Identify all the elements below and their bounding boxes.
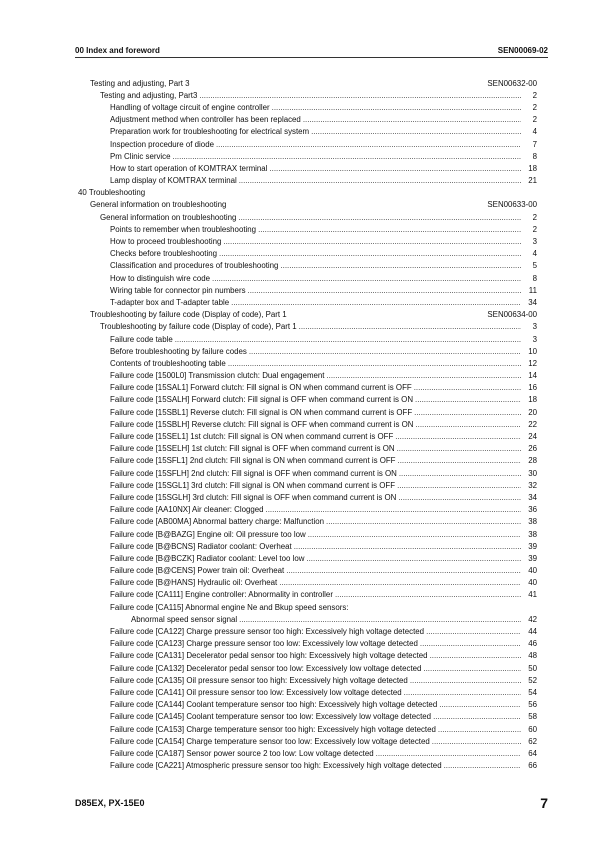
toc-entry (75, 394, 537, 406)
toc-entry (75, 296, 537, 308)
toc-entry-page: 4 (532, 127, 537, 137)
toc-entry-page: 10 (528, 346, 537, 356)
toc-entry-title: Checks before troubleshooting (110, 249, 218, 259)
toc-entry-page: 36 (528, 505, 537, 515)
dot-leader (423, 664, 521, 673)
toc-section-heading (75, 199, 537, 211)
dot-leader (326, 517, 521, 526)
toc-entry-title: T-adapter box and T-adapter table (110, 297, 230, 307)
toc-entry-page: 52 (528, 675, 537, 685)
dot-leader (415, 420, 521, 429)
toc-entry-title: Inspection procedure of diode (110, 139, 214, 149)
dot-leader (415, 395, 521, 404)
toc-entry-page: 34 (528, 492, 537, 502)
toc-entry (75, 333, 537, 345)
toc-entry-title: Failure code [15SEL1] 1st clutch: Fill signal is ON when command current is OFF (110, 432, 394, 442)
toc-entry-title: Contents of troubleshooting table (110, 358, 226, 368)
toc-entry (75, 138, 537, 150)
toc-entry-title: Wiring table for connector pin numbers (110, 285, 246, 295)
dot-leader (294, 542, 521, 551)
toc-entry (75, 565, 537, 577)
toc-entry-title: Failure code [CA135] Oil pressure sensor too high: Excessively high voltage detected (110, 675, 408, 685)
toc-entry-title: Failure code table (110, 334, 173, 344)
toc-entry-page: 7 (532, 139, 537, 149)
dot-leader (398, 456, 522, 465)
toc-entry (75, 650, 537, 662)
toc-entry-title: Failure code [B@CENS] Power train oil: Overheat (110, 566, 285, 576)
toc-entry-page: 21 (528, 176, 537, 186)
toc-entry (75, 760, 537, 772)
toc-entry-title: Failure code [AA10NX] Air cleaner: Clogged (110, 505, 264, 515)
toc-entry (75, 321, 537, 333)
toc-entry (75, 613, 537, 625)
toc-entry-page: 3 (532, 334, 537, 344)
dot-leader (231, 298, 521, 307)
toc-entry-title: Failure code [1500L0] Transmission clutch: Dual engagement (110, 371, 325, 381)
toc-entry-page: 60 (528, 724, 537, 734)
toc-entry-page: 48 (528, 651, 537, 661)
toc-entry (75, 625, 537, 637)
toc-entry-page: 18 (528, 395, 537, 405)
toc-entry-page: 2 (532, 90, 537, 100)
dot-leader (430, 651, 521, 660)
toc-entry-title: Failure code [CA187] Sensor power source 2 too low: Low voltage detected (110, 748, 374, 758)
toc-entry-page: 50 (528, 663, 537, 673)
toc-entry-title: Handling of voltage circuit of engine controller (110, 102, 270, 112)
toc-entry (75, 723, 537, 735)
toc-entry (75, 601, 537, 613)
toc-entry (75, 418, 537, 430)
toc-entry-title: Failure code [CA115] Abnormal engine Ne and Bkup speed sensors: (110, 602, 349, 612)
toc-entry (75, 699, 537, 711)
toc-entry-title: Troubleshooting by failure code (Display of code), Part 1 (90, 310, 287, 320)
toc-entry (75, 89, 537, 101)
toc-entry-page: 62 (528, 736, 537, 746)
toc-entry-title: Failure code [CA131] Decelerator pedal sensor too high: Excessively high voltage detected (110, 651, 428, 661)
dot-leader (444, 761, 521, 770)
toc-entry (75, 284, 537, 296)
dot-leader (199, 91, 521, 100)
dot-leader (239, 615, 521, 624)
toc-entry (75, 430, 537, 442)
toc-chapter-heading (75, 187, 537, 199)
footer-page-number: 7 (540, 795, 548, 811)
toc-entry-page: 44 (528, 627, 537, 637)
toc-entry-page: 40 (528, 578, 537, 588)
toc-entry (75, 272, 537, 284)
dot-leader (269, 164, 521, 173)
toc-entry-title: How to distinguish wire code (110, 273, 210, 283)
toc-entry (75, 747, 537, 759)
toc-entry-title: Failure code [CA123] Charge pressure sensor too low: Excessively low voltage detected (110, 639, 418, 649)
toc-entry-page: 64 (528, 748, 537, 758)
toc-entry (75, 357, 537, 369)
toc-entry-title: Failure code [AB00MA] Abnormal battery charge: Malfunction (110, 517, 325, 527)
toc-entry (75, 711, 537, 723)
toc-entry (75, 211, 537, 223)
dot-leader (397, 481, 521, 490)
toc-entry-title: Failure code [15SBLH] Reverse clutch: Fill signal is OFF when command current is ON (110, 419, 414, 429)
toc-entry-title: Preparation work for troubleshooting for electrical system (110, 127, 310, 137)
dot-leader (279, 578, 521, 587)
toc-entry (75, 467, 537, 479)
toc-entry (75, 382, 537, 394)
toc-entry (75, 516, 537, 528)
toc-entry-title: Before troubleshooting by failure codes (110, 346, 247, 356)
toc-entry-title: Failure code [CA141] Oil pressure sensor too low: Excessively low voltage detected (110, 687, 402, 697)
page-footer (75, 793, 548, 813)
dot-leader (439, 700, 521, 709)
toc-entry (75, 101, 537, 113)
toc-entry-title: Failure code [15SGL1] 3rd clutch: Fill signal is ON when command current is OFF (110, 480, 396, 490)
toc-entry (75, 504, 537, 516)
toc-entry-title: Failure code [CA132] Decelerator pedal sensor too low: Excessively low voltage detected (110, 663, 422, 673)
toc-entry (75, 540, 537, 552)
toc-entry-page: 8 (532, 273, 537, 283)
dot-leader (326, 371, 521, 380)
dot-leader (398, 493, 521, 502)
toc-entry-page: 4 (532, 249, 537, 259)
toc-section-code: SEN00634-00 (487, 310, 537, 320)
toc-entry (75, 735, 537, 747)
toc-entry-title: Abnormal speed sensor signal (131, 614, 238, 624)
toc-entry-page: 28 (528, 456, 537, 466)
dot-leader (311, 127, 521, 136)
toc-entry-page: 30 (528, 468, 537, 478)
toc-entry-page: 66 (528, 761, 537, 771)
toc-entry (75, 150, 537, 162)
toc-entry-page: 20 (528, 407, 537, 417)
toc-entry-page: 34 (528, 297, 537, 307)
dot-leader (420, 639, 521, 648)
dot-leader (173, 152, 521, 161)
header-document-code: SEN00069-02 (497, 46, 548, 55)
toc-entry-title: Failure code [CA154] Charge temperature sensor too low: Excessively low voltage detected (110, 736, 430, 746)
toc-entry-title: How to proceed troubleshooting (110, 237, 222, 247)
toc-entry (75, 248, 537, 260)
toc-entry (75, 443, 537, 455)
toc-entry-title: Failure code [15SALH] Forward clutch: Fill signal is OFF when command current is ON (110, 395, 414, 405)
toc-entry-page: 41 (528, 590, 537, 600)
toc-entry (75, 577, 537, 589)
toc-entry-title: Troubleshooting by failure code (Display of code), Part 1 (100, 322, 297, 332)
toc-entry-title: Testing and adjusting, Part 3 (90, 78, 190, 88)
toc-entry-page: 11 (528, 285, 537, 295)
toc-entry-title: Failure code [B@BCZK] Radiator coolant: Level too low (110, 553, 305, 563)
toc-entry-title: 40 Troubleshooting (78, 188, 146, 198)
dot-leader (414, 383, 521, 392)
toc-entry-page: 54 (528, 687, 537, 697)
toc-entry (75, 370, 537, 382)
toc-entry (75, 686, 537, 698)
toc-entry (75, 126, 537, 138)
dot-leader (286, 566, 521, 575)
toc-entry-title: Classification and procedures of troubleshooting (110, 261, 279, 271)
dot-leader (249, 347, 521, 356)
toc-entry-page: 8 (532, 151, 537, 161)
dot-leader (266, 505, 521, 514)
toc-entry-title: Failure code [CA111] Engine controller: Abnormality in controller (110, 590, 333, 600)
dot-leader (376, 749, 521, 758)
toc-entry (75, 114, 537, 126)
table-of-contents (75, 77, 537, 772)
toc-entry-title: How to start operation of KOMTRAX terminal (110, 163, 268, 173)
toc-entry-page: 26 (528, 444, 537, 454)
toc-entry-title: Failure code [15SAL1] Forward clutch: Fill signal is ON when command current is OFF (110, 383, 412, 393)
toc-entry (75, 662, 537, 674)
toc-entry-page: 38 (528, 529, 537, 539)
dot-leader (223, 237, 521, 246)
dot-leader (404, 688, 521, 697)
toc-entry (75, 162, 537, 174)
dot-leader (299, 322, 521, 331)
footer-model-name: D85EX, PX-15E0 (75, 798, 145, 808)
toc-entry-page: 39 (528, 541, 537, 551)
toc-entry (75, 528, 537, 540)
toc-entry-title: Failure code [CA144] Coolant temperature sensor too high: Excessively high voltage detected (110, 700, 438, 710)
toc-entry (75, 589, 537, 601)
dot-leader (397, 444, 521, 453)
dot-leader (306, 554, 521, 563)
toc-entry-page: 2 (532, 212, 537, 222)
dot-leader (238, 213, 521, 222)
dot-leader (219, 249, 521, 258)
toc-entry-title: Adjustment method when controller has been replaced (110, 115, 301, 125)
toc-entry (75, 638, 537, 650)
toc-section-heading (75, 77, 537, 89)
dot-leader (175, 335, 521, 344)
dot-leader (399, 469, 521, 478)
toc-entry-page: 56 (528, 700, 537, 710)
dot-leader (432, 737, 521, 746)
toc-entry-page: 40 (528, 566, 537, 576)
toc-entry-page: 39 (528, 553, 537, 563)
toc-entry-title: Failure code [B@BCNS] Radiator coolant: Overheat (110, 541, 292, 551)
toc-entry (75, 491, 537, 503)
dot-leader (303, 115, 521, 124)
toc-entry (75, 674, 537, 686)
toc-entry (75, 235, 537, 247)
toc-entry (75, 223, 537, 235)
toc-entry-page: 14 (528, 371, 537, 381)
dot-leader (335, 590, 521, 599)
toc-entry-title: Points to remember when troubleshooting (110, 224, 257, 234)
toc-entry-title: Testing and adjusting, Part3 (100, 90, 198, 100)
toc-entry-title: Lamp display of KOMTRAX terminal (110, 176, 237, 186)
toc-entry-page: 5 (532, 261, 537, 271)
dot-leader (410, 676, 521, 685)
dot-leader (433, 712, 521, 721)
toc-entry-page: 2 (532, 102, 537, 112)
toc-section-code: SEN00633-00 (487, 200, 537, 210)
toc-entry (75, 479, 537, 491)
toc-entry-title: Failure code [15SFLH] 2nd clutch: Fill signal is OFF when command current is ON (110, 468, 397, 478)
toc-entry-title: Failure code [CA153] Charge temperature sensor too high: Excessively high voltage detected (110, 724, 436, 734)
toc-entry-title: Failure code [CA122] Charge pressure sensor too high: Excessively high voltage detected (110, 627, 425, 637)
toc-entry (75, 345, 537, 357)
toc-entry-page: 12 (528, 358, 537, 368)
toc-entry-page: 24 (528, 432, 537, 442)
toc-entry-title: Failure code [B@BAZG] Engine oil: Oil pressure too low (110, 529, 306, 539)
dot-leader (216, 140, 521, 149)
toc-entry-title: Pm Clinic service (110, 151, 171, 161)
dot-leader (308, 530, 521, 539)
toc-entry (75, 260, 537, 272)
toc-entry-page: 58 (528, 712, 537, 722)
toc-entry-title: Failure code [15SGLH] 3rd clutch: Fill signal is OFF when command current is ON (110, 492, 397, 502)
dot-leader (426, 627, 521, 636)
toc-entry-title: Failure code [15SELH] 1st clutch: Fill signal is OFF when command current is ON (110, 444, 395, 454)
dot-leader (395, 432, 521, 441)
toc-section-code: SEN00632-00 (487, 78, 537, 88)
toc-section-heading (75, 309, 537, 321)
toc-entry-title: Failure code [15SFL1] 2nd clutch: Fill signal is ON when command current is OFF (110, 456, 396, 466)
toc-entry-page: 2 (532, 224, 537, 234)
toc-entry (75, 406, 537, 418)
dot-leader (414, 408, 521, 417)
page-header (75, 39, 548, 58)
toc-entry-page: 46 (528, 639, 537, 649)
dot-leader (258, 225, 521, 234)
toc-entry-page: 2 (532, 115, 537, 125)
toc-entry-title: Failure code [B@HANS] Hydraulic oil: Overheat (110, 578, 278, 588)
toc-entry (75, 175, 537, 187)
toc-entry-title: General information on troubleshooting (90, 200, 227, 210)
toc-entry-title: Failure code [15SBL1] Reverse clutch: Fill signal is ON when command current is OFF (110, 407, 413, 417)
dot-leader (272, 103, 521, 112)
dot-leader (248, 286, 521, 295)
toc-entry-page: 18 (528, 163, 537, 173)
toc-entry-title: Failure code [CA145] Coolant temperature sensor too low: Excessively low voltage detected (110, 712, 432, 722)
toc-entry-page: 22 (528, 419, 537, 429)
dot-leader (228, 359, 521, 368)
toc-entry-page: 38 (528, 517, 537, 527)
toc-entry-page: 3 (532, 322, 537, 332)
dot-leader (280, 261, 521, 270)
dot-leader (438, 725, 521, 734)
toc-entry (75, 455, 537, 467)
toc-entry-page: 3 (532, 237, 537, 247)
dot-leader (239, 176, 521, 185)
toc-entry (75, 552, 537, 564)
dot-leader (212, 274, 521, 283)
toc-entry-title: Failure code [CA221] Atmospheric pressure sensor too high: Excessively high voltage detected (110, 761, 442, 771)
toc-entry-page: 32 (528, 480, 537, 490)
toc-entry-title: General information on troubleshooting (100, 212, 237, 222)
toc-entry-page: 42 (528, 614, 537, 624)
header-chapter-title: 00 Index and foreword (75, 46, 160, 55)
toc-entry-page: 16 (528, 383, 537, 393)
